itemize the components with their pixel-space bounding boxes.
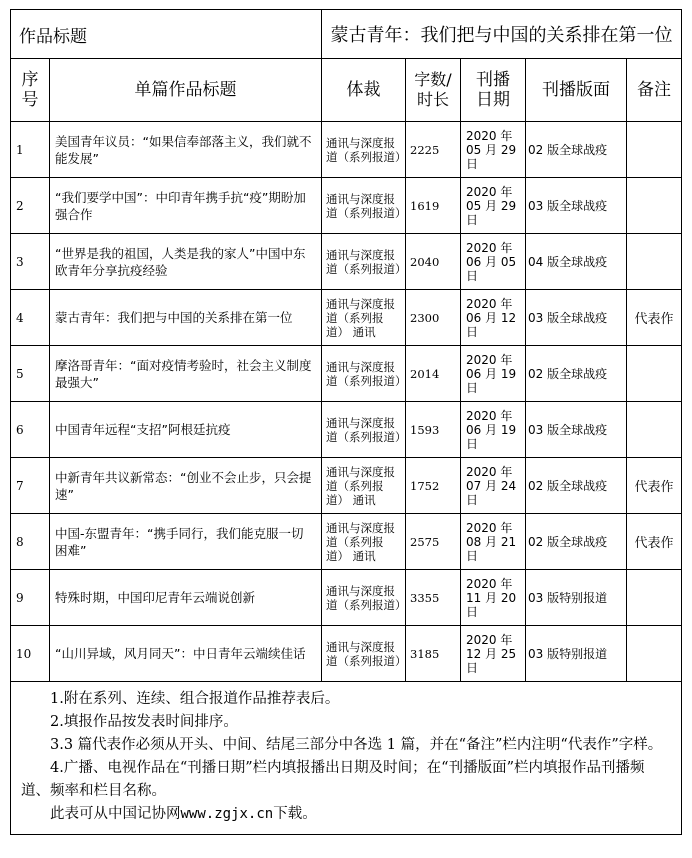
row-edition: 03 版全球战疫 xyxy=(526,178,627,234)
row-word-count: 1752 xyxy=(406,458,461,514)
row-title: “我们要学中国”：中印青年携手抗“疫”期盼加强合作 xyxy=(50,178,322,234)
row-number: 1 xyxy=(11,122,50,178)
row-publish-date: 2020 年 06 月 05 日 xyxy=(461,234,526,290)
row-number: 5 xyxy=(11,346,50,402)
table-row xyxy=(11,290,682,346)
row-note xyxy=(627,122,682,178)
row-word-count: 1593 xyxy=(406,402,461,458)
row-publish-date: 2020 年 07 月 24 日 xyxy=(461,458,526,514)
row-note xyxy=(627,626,682,682)
table-row xyxy=(11,570,682,626)
col-header-edition: 刊播版面 xyxy=(526,59,627,122)
row-publish-date: 2020 年 05 月 29 日 xyxy=(461,122,526,178)
row-note xyxy=(627,402,682,458)
table-row xyxy=(11,122,682,178)
table-row xyxy=(11,234,682,290)
download-link[interactable]: www.zgjx.cn xyxy=(180,806,274,822)
row-word-count: 1619 xyxy=(406,178,461,234)
table-row xyxy=(11,458,682,514)
notes-cell xyxy=(11,682,682,835)
row-title: “山川异域，风月同天”：中日青年云端续佳话 xyxy=(50,626,322,682)
row-edition: 02 版全球战疫 xyxy=(526,514,627,570)
title-label: 作品标题 xyxy=(19,26,87,47)
note-1: 1.附在系列、连续、组合报道作品推荐表后。 xyxy=(50,691,340,707)
row-genre: 通讯与深度报道（系列报道） xyxy=(322,570,406,626)
row-word-count: 3185 xyxy=(406,626,461,682)
col-header-note: 备注 xyxy=(627,59,682,122)
row-title: 美国青年议员：“如果信奉部落主义，我们就不能发展” xyxy=(50,122,322,178)
title-row xyxy=(11,10,682,59)
col-header-title: 单篇作品标题 xyxy=(50,59,322,122)
col-header-date: 刊播日期 xyxy=(461,59,526,122)
download-line: 此表可从中国记协网www.zgjx.cn下载。 xyxy=(50,806,317,822)
row-edition: 02 版全球战疫 xyxy=(526,458,627,514)
row-title: 中国-东盟青年：“携手同行，我们能克服一切困难” xyxy=(50,514,322,570)
row-publish-date: 2020 年 06 月 19 日 xyxy=(461,402,526,458)
row-word-count: 2225 xyxy=(406,122,461,178)
row-edition: 02 版全球战疫 xyxy=(526,122,627,178)
row-genre: 通讯与深度报道（系列报道） xyxy=(322,626,406,682)
row-title: “世界是我的祖国，人类是我的家人”中国中东欧青年分享抗疫经验 xyxy=(50,234,322,290)
row-genre: 通讯与深度报道（系列报道） 通讯 xyxy=(322,514,406,570)
row-genre: 通讯与深度报道（系列报道） xyxy=(322,234,406,290)
title-value-cell xyxy=(322,10,682,59)
row-number: 9 xyxy=(11,570,50,626)
row-number: 2 xyxy=(11,178,50,234)
table-row xyxy=(11,178,682,234)
row-number: 7 xyxy=(11,458,50,514)
row-word-count: 2575 xyxy=(406,514,461,570)
row-edition: 03 版全球战疫 xyxy=(526,290,627,346)
table-body xyxy=(11,122,682,682)
title-label-cell xyxy=(11,10,322,59)
row-title: 特殊时期，中国印尼青年云端说创新 xyxy=(50,570,322,626)
row-word-count: 2014 xyxy=(406,346,461,402)
table-row xyxy=(11,346,682,402)
row-title: 中新青年共议新常态：“创业不会止步，只会提速” xyxy=(50,458,322,514)
row-number: 3 xyxy=(11,234,50,290)
row-publish-date: 2020 年 12 月 25 日 xyxy=(461,626,526,682)
header-row xyxy=(11,59,682,122)
table-row xyxy=(11,514,682,570)
row-number: 6 xyxy=(11,402,50,458)
row-genre: 通讯与深度报道（系列报道） xyxy=(322,402,406,458)
row-edition: 04 版全球战疫 xyxy=(526,234,627,290)
nomination-form xyxy=(10,9,681,835)
row-publish-date: 2020 年 08 月 21 日 xyxy=(461,514,526,570)
note-3: 3.3 篇代表作必须从开头、中间、结尾三部分中各选 1 篇，并在“备注”栏内注明“代表作”字样。 xyxy=(50,737,663,753)
table-row xyxy=(11,626,682,682)
table-row xyxy=(11,402,682,458)
row-edition: 03 版特别报道 xyxy=(526,570,627,626)
row-publish-date: 2020 年 05 月 29 日 xyxy=(461,178,526,234)
row-word-count: 3355 xyxy=(406,570,461,626)
row-note: 代表作 xyxy=(627,458,682,514)
row-note xyxy=(627,178,682,234)
notes-row xyxy=(11,682,682,835)
row-genre: 通讯与深度报道（系列报道） xyxy=(322,122,406,178)
row-title: 蒙古青年：我们把与中国的关系排在第一位 xyxy=(50,290,322,346)
row-genre: 通讯与深度报道（系列报道） xyxy=(322,346,406,402)
col-header-genre: 体裁 xyxy=(322,59,406,122)
row-genre: 通讯与深度报道（系列报道） xyxy=(322,178,406,234)
row-genre: 通讯与深度报道（系列报道） 通讯 xyxy=(322,458,406,514)
work-title: 蒙古青年：我们把与中国的关系排在第一位 xyxy=(330,25,673,46)
row-word-count: 2040 xyxy=(406,234,461,290)
col-header-no: 序号 xyxy=(11,59,50,122)
row-title: 中国青年远程“支招”阿根廷抗疫 xyxy=(50,402,322,458)
row-publish-date: 2020 年 06 月 19 日 xyxy=(461,346,526,402)
row-number: 10 xyxy=(11,626,50,682)
row-edition: 02 版全球战疫 xyxy=(526,346,627,402)
row-edition: 03 版全球战疫 xyxy=(526,402,627,458)
row-edition: 03 版特别报道 xyxy=(526,626,627,682)
row-note xyxy=(627,570,682,626)
row-genre: 通讯与深度报道（系列报道） 通讯 xyxy=(322,290,406,346)
works-table xyxy=(10,9,682,835)
row-word-count: 2300 xyxy=(406,290,461,346)
row-note xyxy=(627,234,682,290)
row-note: 代表作 xyxy=(627,514,682,570)
col-header-count: 字数/时长 xyxy=(406,59,461,122)
row-number: 8 xyxy=(11,514,50,570)
row-publish-date: 2020 年 11 月 20 日 xyxy=(461,570,526,626)
row-note: 代表作 xyxy=(627,290,682,346)
note-2: 2.填报作品按发表时间排序。 xyxy=(50,714,238,730)
row-note xyxy=(627,346,682,402)
row-title: 摩洛哥青年：“面对疫情考验时，社会主义制度最强大” xyxy=(50,346,322,402)
row-publish-date: 2020 年 06 月 12 日 xyxy=(461,290,526,346)
row-number: 4 xyxy=(11,290,50,346)
note-4: 4.广播、电视作品在“刊播日期”栏内填报播出日期及时间；在“刊播版面”栏内填报作品刊播频道、频率和栏目名称。 xyxy=(21,760,645,799)
